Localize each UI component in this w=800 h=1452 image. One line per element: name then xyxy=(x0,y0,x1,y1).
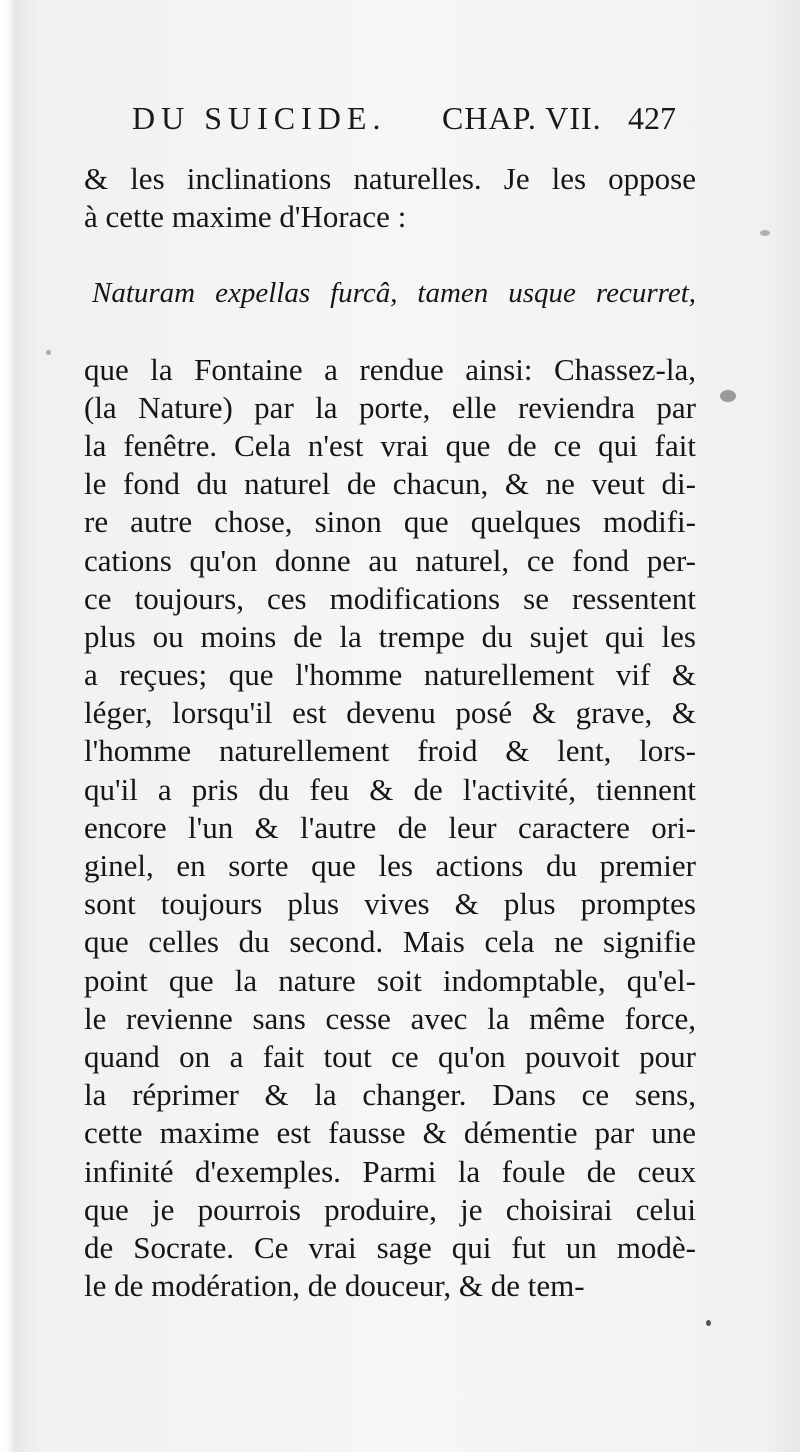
page-number: 427 xyxy=(628,100,676,136)
body-text xyxy=(84,160,696,1305)
latin-quotation xyxy=(92,274,696,312)
text-line: qu'il a pris du feu & de l'activité, tiennent xyxy=(84,771,696,807)
text-line: que celles du second. Mais cela ne signifie xyxy=(84,924,696,960)
paper-speck xyxy=(706,1320,711,1326)
text-line: le de modération, de douceur, & de tem- xyxy=(84,1268,585,1304)
page-header xyxy=(132,100,692,150)
text-line: encore l'un & l'autre de leur caractere ori- xyxy=(84,809,696,845)
text-line: & les inclinations naturelles. Je les oppose xyxy=(84,161,696,196)
text-line: la fenêtre. Cela n'est vrai que de ce qui fait xyxy=(84,427,696,463)
text-line: le revienne sans cesse avec la même force, xyxy=(84,1000,696,1036)
text-line: quand on a fait tout ce qu'on pouvoit pour xyxy=(84,1038,696,1074)
text-line: infinité d'exemples. Parmi la foule de ceux xyxy=(84,1153,696,1189)
text-line: point que la nature soit indomptable, qu'el- xyxy=(84,962,696,998)
text-line: re autre chose, sinon que quelques modifi- xyxy=(84,504,696,540)
quote-line: Naturam expellas furcâ, tamen usque recurret, xyxy=(92,277,696,310)
chapter-label: CHAP. VII. xyxy=(442,100,602,136)
text-line: (la Nature) par la porte, elle reviendra par xyxy=(84,389,696,425)
paper-speck xyxy=(720,390,736,402)
text-line: la réprimer & la changer. Dans ce sens, xyxy=(84,1077,696,1113)
text-line: ginel, en sorte que les actions du premier xyxy=(84,848,696,883)
text-line: à cette maxime d'Horace : xyxy=(84,199,407,235)
paragraph-main xyxy=(84,351,696,1306)
text-line: ce toujours, ces modifications se ressentent xyxy=(84,580,696,616)
text-line: de Socrate. Ce vrai sage qui fut un modè- xyxy=(84,1229,696,1265)
text-line: léger, lorsqu'il est devenu posé & grave, & xyxy=(84,695,696,731)
paper-speck xyxy=(760,230,770,236)
text-line: le fond du naturel de chacun, & ne veut di- xyxy=(84,466,696,502)
paper-speck xyxy=(46,350,51,355)
paragraph-intro xyxy=(84,160,696,236)
text-line: que la Fontaine a rendue ainsi: Chassez-la, xyxy=(84,351,696,387)
text-line: que je pourrois produire, je choisirai celui xyxy=(84,1191,696,1227)
running-title: DU SUICIDE. xyxy=(132,100,387,136)
page-gutter-edge xyxy=(0,0,14,1452)
text-line: l'homme naturellement froid & lent, lors- xyxy=(84,733,696,769)
text-line: cette maxime est fausse & démentie par une xyxy=(84,1115,696,1151)
text-line: cations qu'on donne au naturel, ce fond per- xyxy=(84,542,696,578)
text-line: sont toujours plus vives & plus promptes xyxy=(84,886,696,922)
text-line: a reçues; que l'homme naturellement vif & xyxy=(84,657,696,693)
text-line: plus ou moins de la trempe du sujet qui les xyxy=(84,618,696,654)
